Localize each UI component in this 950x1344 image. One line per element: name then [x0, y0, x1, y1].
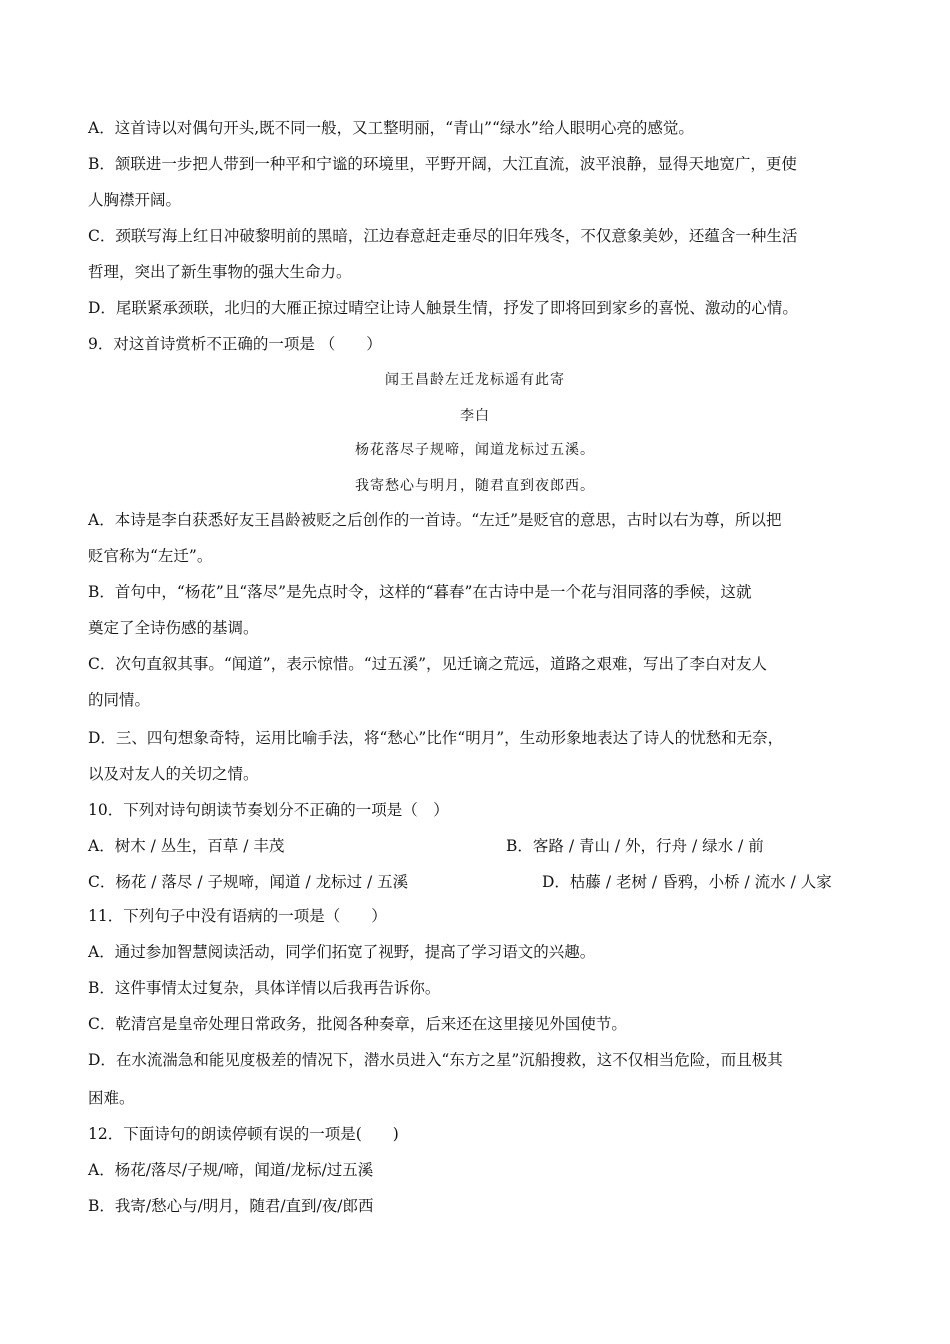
q9-option-d-cont: 以及对友人的关切之情。 — [88, 765, 259, 783]
q9-option-a: A．本诗是李白获悉好友王昌龄被贬之后创作的一首诗。“左迁”是贬官的意思，古时以右为尊，所以把 — [88, 511, 782, 529]
q10-option-c: C．杨花 / 落尽 / 子规啼，闻道 / 龙标过 / 五溪 — [88, 873, 409, 891]
q12-option-b: B．我寄/愁心与/明月，随君/直到/夜/郎西 — [88, 1197, 374, 1215]
q11-option-d: D．在水流湍急和能见度极差的情况下，潜水员进入“东方之星”沉船搜救，这不仅相当危险，而且极其 — [88, 1051, 783, 1069]
q9-option-a-cont: 贬官称为“左迁”。 — [88, 547, 213, 565]
q8-option-c: C．颈联写海上红日冲破黎明前的黑暗，江边春意赶走垂尽的旧年残冬，不仅意象美妙，还蕴含一种生活 — [88, 227, 798, 245]
q8-option-c-cont: 哲理，突出了新生事物的强大生命力。 — [88, 263, 352, 281]
poem-line-2: 我寄愁心与明月，随君直到夜郎西。 — [355, 478, 595, 494]
q9-option-c-cont: 的同情。 — [88, 691, 151, 709]
q10-stem: 10．下列对诗句朗读节奏划分不正确的一项是（ ） — [88, 801, 449, 819]
q10-option-b: B．客路 / 青山 / 外，行舟 / 绿水 / 前 — [506, 837, 764, 855]
q12-stem: 12．下面诗句的朗读停顿有误的一项是( ) — [88, 1125, 399, 1143]
q8-option-a: A．这首诗以对偶句开头,既不同一般，又工整明丽，“青山”“绿水”给人眼明心亮的感觉。 — [88, 119, 694, 137]
q10-option-a: A．树木 / 丛生，百草 / 丰茂 — [88, 837, 285, 855]
q9-stem: 9．对这首诗赏析不正确的一项是 （ ） — [88, 335, 382, 353]
poem-line-1: 杨花落尽子规啼，闻道龙标过五溪。 — [355, 442, 595, 458]
q11-option-a: A．通过参加智慧阅读活动，同学们拓宽了视野，提高了学习语文的兴趣。 — [88, 943, 596, 961]
q10-option-d: D．枯藤 / 老树 / 昏鸦，小桥 / 流水 / 人家 — [542, 873, 832, 891]
q9-option-d: D．三、四句想象奇特，运用比喻手法，将“愁心”比作“明月”，生动形象地表达了诗人的忧愁和无奈， — [88, 729, 784, 747]
q12-option-a: A．杨花/落尽/子规/啼，闻道/龙标/过五溪 — [88, 1161, 374, 1179]
q8-option-b: B．颔联进一步把人带到一种平和宁谧的环境里，平野开阔，大江直流，波平浪静，显得天地宽广，更使 — [88, 155, 797, 173]
q9-option-b: B．首句中，“杨花”且“落尽”是先点时令，这样的“暮春”在古诗中是一个花与泪同落的季候，这就 — [88, 583, 752, 601]
q9-option-c: C．次句直叙其事。“闻道”，表示惊惜。“过五溪”，见迁谪之荒远，道路之艰难，写出了李白对友人 — [88, 655, 768, 673]
q8-option-b-cont: 人胸襟开阔。 — [88, 191, 182, 209]
q11-stem: 11．下列句子中没有语病的一项是（ ） — [88, 907, 387, 925]
poem-title: 闻王昌龄左迁龙标遥有此寄 — [385, 372, 565, 388]
q11-option-d-cont: 困难。 — [88, 1089, 135, 1107]
q11-option-b: B．这件事情太过复杂，具体详情以后我再告诉你。 — [88, 979, 441, 997]
q9-option-b-cont: 奠定了全诗伤感的基调。 — [88, 619, 259, 637]
q10-row-2 — [88, 872, 863, 892]
q11-option-c: C．乾清宫是皇帝处理日常政务，批阅各种奏章，后来还在这里接见外国使节。 — [88, 1015, 627, 1033]
q10-row-1 — [88, 836, 863, 856]
q8-option-d: D．尾联紧承颈联，北归的大雁正掠过晴空让诗人触景生情，抒发了即将回到家乡的喜悦、激动的心情。 — [88, 299, 798, 317]
poem-author: 李白 — [460, 408, 490, 424]
